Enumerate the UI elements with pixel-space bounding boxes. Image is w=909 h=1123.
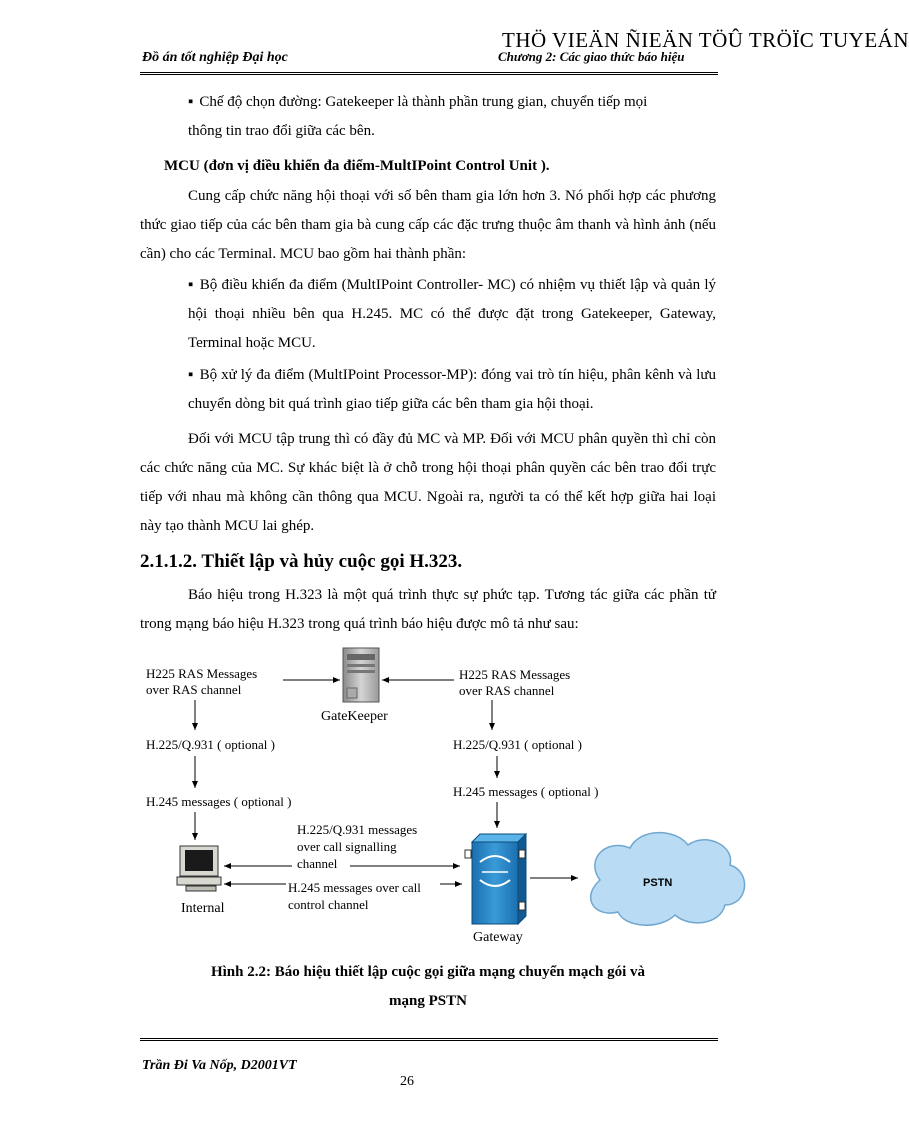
bullet-mc-content: Bộ điều khiển đa điểm (MultIPoint Controller- MC) có nhiệm vụ thiết lập và quản lý hội thoại nhiều bên qua H.245. MC có thể được đặt trong Gatekeeper, Gateway, Terminal hoặc MCU. [188, 277, 717, 351]
bullet-mp-content: Bộ xử lý đa điểm (MultIPoint Processor-MP): đóng vai trò tín hiệu, phân kênh và lưu chuyển dòng bit quá trình giao tiếp giữa các bên tham gia hội thoại. [188, 367, 716, 412]
ras-right-label-2: over RAS channel [459, 683, 555, 698]
mcu-types-paragraph: Đối với MCU tập trung thì có đầy đủ MC và MP. Đối với MCU phân quyền thì chỉ còn các chức năng của MC. Sự khác biệt là ở chỗ trong hội thoại phân quyền các bên trao đổi trực tiếp với nhau mà không cần thông qua MCU. Ngoài ra, người ta có thể kết hợp giữa hai loại này tạo thành MCU lai ghép. [140, 431, 716, 534]
h245-control-label-2: control channel [288, 897, 369, 912]
call-signalling-label-3: channel [297, 856, 338, 871]
footer-rule [140, 1038, 718, 1041]
header-left: Đồ án tốt nghiệp Đại học [142, 50, 288, 65]
pstn-label: PSTN [643, 877, 673, 889]
ras-left-label-1: H225 RAS Messages [146, 666, 258, 681]
figure-caption-line-1: Hình 2.2: Báo hiệu thiết lập cuộc gọi giữa mạng chuyển mạch gói và [210, 964, 646, 980]
watermark: THÖ VIEÄN ÑIEÄN TÖÛ TRÖÏC TUYEÁN [502, 28, 909, 52]
ras-right-label-1: H225 RAS Messages [459, 667, 571, 682]
h245-control-label-1: H.245 messages over call [288, 880, 421, 895]
header-right: Chương 2: Các giao thức báo hiệu [498, 49, 685, 64]
mcu-paragraph: Cung cấp chức năng hội thoại với số bên tham gia lớn hơn 3. Nó phối hợp các phương thức giao tiếp của các bên tham gia bà cung cấp các đặc trưng thuộc âm thanh và hình ảnh (nếu cần) cho các Terminal. MCU bao gồm hai thành phần: [140, 188, 716, 262]
gateway-label: Gateway [473, 930, 523, 945]
page-number: 26 [400, 1074, 414, 1089]
figure-caption-line-2: mạng PSTN [389, 993, 467, 1009]
signalling-paragraph: Báo hiệu trong H.323 là một quá trình thực sự phức tạp. Tương tác giữa các phần tử trong mạng báo hiệu H.323 trong quá trình báo hiệu được mô tả như sau: [140, 587, 716, 632]
gatekeeper-server-icon [343, 648, 379, 702]
q931-left-label: H.225/Q.931 ( optional ) [146, 737, 275, 752]
computer-icon [177, 846, 221, 891]
footer-author: Trần Đi Va Nốp, D2001VT [142, 1058, 297, 1073]
internal-label: Internal [181, 901, 225, 916]
bullet-line-2: thông tin trao đổi giữa các bên. [188, 123, 375, 139]
ras-left-label-2: over RAS channel [146, 682, 242, 697]
bullet-line-1: ▪ Chế độ chọn đường: Gatekeeper là thành phần trung gian, chuyển tiếp mọi [140, 88, 716, 117]
section-heading: 2.1.1.2. Thiết lập và hủy cuộc gọi H.323. [140, 551, 463, 572]
call-signalling-label-1: H.225/Q.931 messages [297, 822, 418, 837]
call-signalling-label-2: over call signalling [297, 839, 397, 854]
gatekeeper-label: GateKeeper [321, 709, 388, 724]
mcu-heading: MCU (đơn vị điều khiển đa điểm-MultIPoint Control Unit ). [164, 158, 550, 174]
q931-right-label: H.225/Q.931 ( optional ) [453, 737, 582, 752]
gateway-icon [465, 834, 526, 924]
h245-right-label: H.245 messages ( optional ) [453, 784, 599, 799]
h245-left-label: H.245 messages ( optional ) [146, 794, 292, 809]
